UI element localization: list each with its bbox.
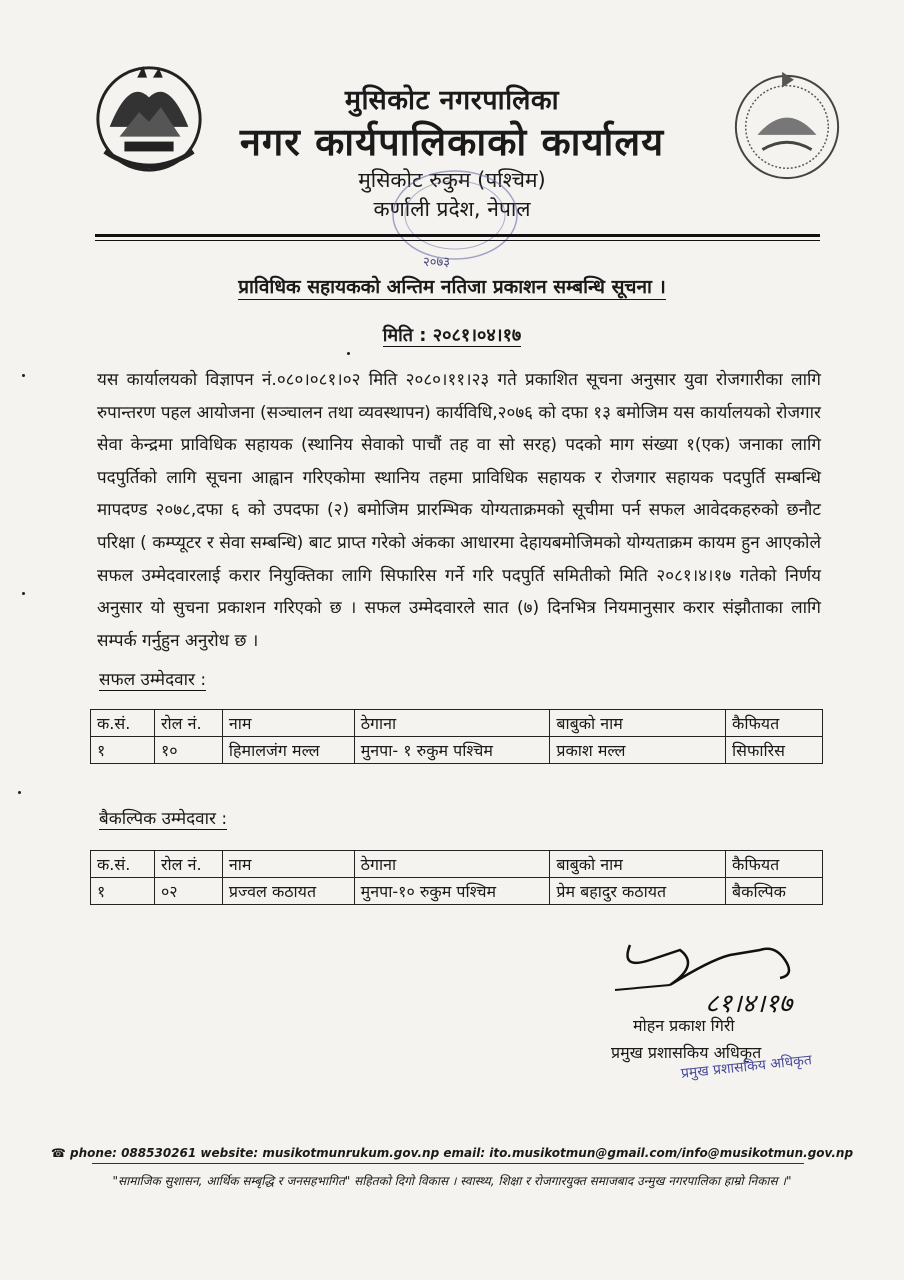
notice-date bbox=[0, 323, 904, 347]
footer-divider bbox=[92, 1163, 804, 1164]
table-header-row bbox=[91, 851, 823, 878]
col-header: कैफियत bbox=[726, 851, 823, 878]
successful-label-text: सफल उम्मेदवार : bbox=[99, 670, 207, 690]
alternate-label-text: बैकल्पिक उम्मेदवार : bbox=[99, 809, 228, 829]
col-header: रोल नं. bbox=[154, 710, 222, 737]
signatory-title: प्रमुख प्रशासकिय अधिकृत bbox=[611, 1043, 762, 1062]
table-cell: प्रज्वल कठायत bbox=[222, 878, 354, 905]
col-header: नाम bbox=[222, 851, 354, 878]
speck bbox=[18, 791, 21, 794]
table-cell: १ bbox=[91, 878, 155, 905]
signature-date: ८१।४।१७ bbox=[705, 989, 793, 1019]
notice-date-text: मिति : २०८१।०४।१७ bbox=[382, 325, 522, 346]
stamp-year: २०७३ bbox=[423, 255, 451, 270]
successful-table bbox=[90, 709, 823, 764]
table-row bbox=[91, 737, 823, 764]
table-cell: मुनपा-१० रुकुम पश्चिम bbox=[354, 878, 550, 905]
table-cell: मुनपा- १ रुकुम पश्चिम bbox=[354, 737, 550, 764]
col-header: कैफियत bbox=[726, 710, 823, 737]
col-header: ठेगाना bbox=[354, 851, 550, 878]
handwritten-signature-icon bbox=[610, 930, 840, 1020]
table-cell: ०२ bbox=[154, 878, 222, 905]
col-header: रोल नं. bbox=[154, 851, 222, 878]
table-row bbox=[91, 878, 823, 905]
notice-subject bbox=[0, 273, 904, 299]
table-cell: बैकल्पिक bbox=[726, 878, 823, 905]
office-name: नगर कार्यपालिकाको कार्यालय bbox=[239, 120, 665, 164]
office-address: मुसिकोट रुकुम (पश्चिम) bbox=[358, 168, 546, 192]
col-header: क.सं. bbox=[91, 710, 155, 737]
alternate-label bbox=[99, 806, 227, 829]
signatory-stamp: प्रमुख प्रशासकिय अधिकृत bbox=[680, 1052, 813, 1082]
speck bbox=[22, 592, 25, 595]
header-divider-thin bbox=[95, 240, 820, 241]
footer-contact: ☎ phone: 088530261 website: musikotmunrukum.gov.np email: ito.musikotmun@gmail.com/info@musikotmun.gov.np bbox=[50, 1146, 854, 1160]
header-divider bbox=[95, 234, 820, 237]
table-cell: १० bbox=[154, 737, 222, 764]
office-stamp-icon bbox=[380, 160, 530, 270]
speck bbox=[22, 374, 25, 377]
notice-body: यस कार्यालयको विज्ञापन नं.०८०।०८१।०२ मिति २०८०।११।२३ गते प्रकाशित सूचना अनुसार युवा रोजगारीका लागि रुपान्तरण पहल आयोजना (सञ्चालन तथा व्यवस्थापन) कार्यविधि,२०७६ को दफा १३ बमोजिम यस कार्यालयको रोजगार सेवा केन्द्रमा प्राविधिक सहायक (स्थानिय सेवाको पाचौं तह वा सो सरह) पदको माग संख्या १(एक) जनाका लागि पदपुर्तिको लागि सूचना आह्वान गरिएकोमा स्थानिय तहमा प्राविधिक सहायक र रोजगार सहायक पदपुर्ति सम्बन्धि मापदण्ड २०७८,दफा ६ को उपदफा (२) बमोजिम प्रारम्भिक योग्यताक्रमको सूचीमा पर्न सफल आवेदकहरुको छनौट परिक्षा ( कम्प्यूटर र सेवा सम्बन्धि) बाट प्राप्त गरेको अंकका आधारमा देहायबमोजिमको योग्यताक्रम कायम हुन आएकोले सफल उम्मेदवारलाई करार नियुक्तिका लागि सिफारिस गर्ने गरि पदपुर्ति समितीको मिति २०८१।४।१७ गतेको निर्णय अनुसार यो सुचना प्रकाशन गरिएको छ । सफल उम्मेदवारले सात (७) दिनभित्र नियमानुसार करार संझौताका लागि सम्पर्क गर्नुहुन अनुरोध छ । bbox=[97, 370, 821, 651]
table-cell: प्रेम बहादुर कठायत bbox=[550, 878, 726, 905]
office-province: कर्णाली प्रदेश, नेपाल bbox=[373, 197, 531, 221]
col-header: बाबुको नाम bbox=[550, 851, 726, 878]
col-header: ठेगाना bbox=[354, 710, 550, 737]
notice-subject-text: प्राविधिक सहायकको अन्तिम नतिजा प्रकाशन सम्बन्धि सूचना । bbox=[238, 276, 666, 298]
speck bbox=[347, 352, 350, 355]
table-cell: सिफारिस bbox=[726, 737, 823, 764]
table-header-row bbox=[91, 710, 823, 737]
alternate-table bbox=[90, 850, 823, 905]
col-header: नाम bbox=[222, 710, 354, 737]
table-cell: हिमालजंग मल्ल bbox=[222, 737, 354, 764]
col-header: क.सं. bbox=[91, 851, 155, 878]
table-cell: १ bbox=[91, 737, 155, 764]
municipality-name: मुसिकोट नगरपालिका bbox=[344, 85, 560, 116]
signatory-name: मोहन प्रकाश गिरी bbox=[633, 1016, 735, 1035]
successful-label bbox=[99, 667, 206, 690]
footer-slogan: "सामाजिक सुशासन, आर्थिक सम्बृद्धि र जनसहभागित" सहितको दिगो विकास । स्वास्थ्य, शिक्षा र रोजगारयुक्त समाजबाद उन्मुख नगरपालिका हाम्रो निकास ।" bbox=[112, 1174, 792, 1188]
col-header: बाबुको नाम bbox=[550, 710, 726, 737]
table-cell: प्रकाश मल्ल bbox=[550, 737, 726, 764]
